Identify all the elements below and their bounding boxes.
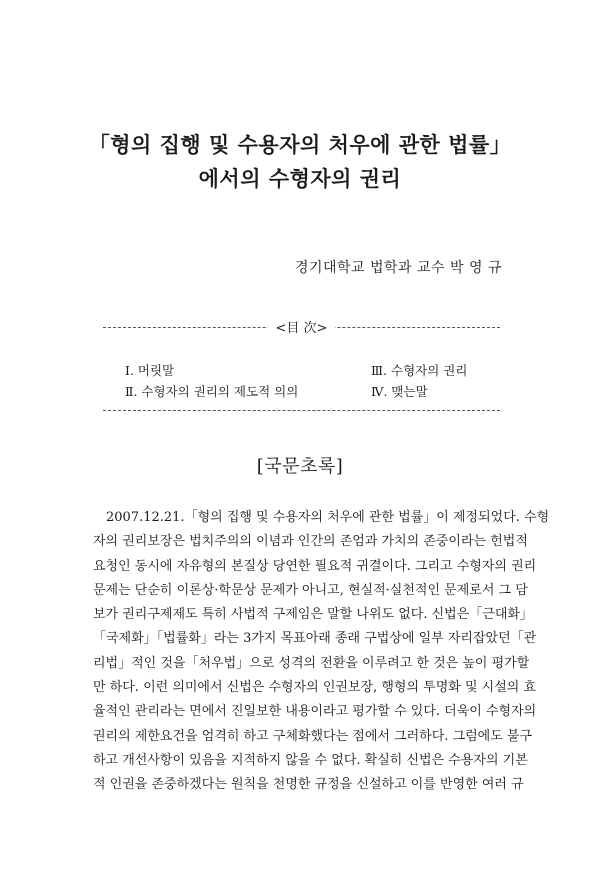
abstract-line-2: 자의 권리보장은 법치주의의 이념과 인간의 존엄과 가치의 존중이라는 헌법적 — [93, 534, 528, 550]
toc-item-2: Ⅱ. 수형자의 권리의 제도적 의의 — [125, 384, 299, 399]
abstract-line-11: 하고 개선사항이 있음을 지적하지 않을 수 없다. 확실히 신법은 수용자의 기본 — [93, 752, 528, 768]
toc-item-3: Ⅲ. 수형자의 권리 — [371, 363, 468, 378]
author-affiliation: 경기대학교 법학과 교수 박 영 규 — [294, 260, 502, 276]
title-line-2: 에서의 수형자의 권리 — [198, 167, 402, 191]
toc-item-1: Ⅰ. 머릿말 — [125, 363, 175, 378]
abstract-line-1: 2007.12.21.「형의 집행 및 수용자의 처우에 관한 법률」이 제정되었다. 수형 — [106, 510, 550, 525]
abstract-line-8: 만 하다. 이런 의미에서 신법은 수형자의 인권보장, 행형의 투명화 및 시설의 효 — [93, 680, 537, 696]
abstract-line-4: 문제는 단순히 이론상·학문상 문제가 아니고, 현실적·실천적인 문제로서 그 담 — [93, 582, 528, 598]
toc-heading-label: <目 次> — [268, 321, 336, 336]
toc-item-4: Ⅳ. 맺는말 — [371, 384, 428, 399]
abstract-line-7: 리법」적인 것을「처우법」으로 성격의 전환을 이루려고 한 것은 높이 평가할 — [93, 655, 530, 671]
abstract-line-9: 율적인 관리라는 면에서 진일보한 내용이라고 평가할 수 있다. 더욱이 수형자의 — [93, 704, 537, 720]
abstract-line-10: 권리의 제한요건을 엄격히 하고 구체화했다는 점에서 그러하다. 그럼에도 불구 — [93, 728, 533, 744]
abstract-line-5: 보가 권리구제제도 특히 사법적 구제임은 말할 나위도 없다. 신법은「근대화」 — [93, 607, 533, 623]
abstract-line-6: 「국제화」「법률화」라는 3가지 목표아래 종래 구법상에 일부 자리잡았던「관 — [93, 631, 537, 647]
abstract-line-3: 요청인 동시에 자유형의 본질상 당연한 필요적 귀결이다. 그리고 수형자의 권리 — [93, 558, 537, 574]
title-line-1: 「형의 집행 및 수용자의 처우에 관한 법률」 — [88, 133, 512, 157]
abstract-heading: [국문초록] — [256, 456, 344, 477]
toc-heading — [103, 317, 500, 339]
abstract-body — [93, 506, 550, 798]
paper-title — [0, 128, 600, 196]
table-of-contents — [103, 321, 500, 411]
abstract-line-12: 적 인권을 존중하겠다는 원칙을 천명한 규정을 신설하고 이를 반영한 여러 규 — [93, 777, 524, 793]
